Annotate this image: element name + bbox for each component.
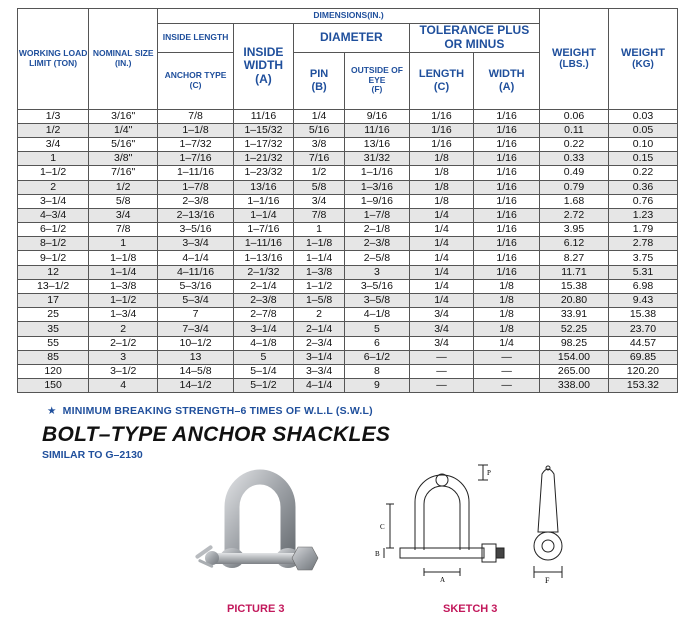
cell-tol-width: 1/8 [474,294,540,308]
cell-wll: 85 [18,350,89,364]
cell-wll: 6–1/2 [18,223,89,237]
cell-weight-kg: 0.22 [608,166,677,180]
sketch-caption: SKETCH 3 [443,603,498,615]
section-title: BOLT–TYPE ANCHOR SHACKLES [42,423,391,446]
table-row [18,166,678,180]
breaking-strength-note [47,405,373,417]
cell-weight-lbs: 2.72 [539,208,608,222]
shackle-nut [292,547,318,570]
table-row [18,109,678,123]
cell-nominal-size: 7/8 [89,223,158,237]
cell-inside-length: 7/8 [158,109,234,123]
cell-tol-length: 1/4 [409,237,474,251]
cell-nominal-size: 5/8 [89,194,158,208]
cell-tol-length: 1/16 [409,137,474,151]
side-eye-outer [534,532,562,560]
cell-weight-kg: 15.38 [608,308,677,322]
cell-tol-width: 1/16 [474,237,540,251]
cell-inside-length: 5–3/4 [158,294,234,308]
cell-weight-lbs: 33.91 [539,308,608,322]
cell-weight-lbs: 265.00 [539,364,608,378]
shackle-sketch-side [512,462,592,592]
header-anchor-type-code: (C) [189,79,202,90]
table-row [18,137,678,151]
cell-wll: 8–1/2 [18,237,89,251]
cell-weight-kg: 0.36 [608,180,677,194]
cell-nominal-size: 1–3/4 [89,308,158,322]
cell-pin-diameter: 3–1/4 [293,350,344,364]
header-working-load-limit: WORKING LOAD LIMIT (TON) [18,9,89,110]
table-row [18,194,678,208]
cell-wll: 25 [18,308,89,322]
cell-weight-lbs: 98.25 [539,336,608,350]
shackle-spec-table [17,8,678,393]
cell-weight-kg: 0.05 [608,123,677,137]
table-row [18,180,678,194]
cell-weight-lbs: 3.95 [539,223,608,237]
cell-tol-width: 1/8 [474,279,540,293]
header-pin [293,52,344,109]
cell-outside-eye: 1–1/16 [345,166,410,180]
table-row [18,364,678,378]
cell-inside-length: 14–5/8 [158,364,234,378]
cell-tol-width: 1/16 [474,180,540,194]
cell-inside-length: 7 [158,308,234,322]
table-row [18,279,678,293]
table-row [18,350,678,364]
cell-tol-length: 1/4 [409,294,474,308]
cell-wll: 9–1/2 [18,251,89,265]
header-weight-kg-label: WEIGHT [620,46,665,59]
cell-nominal-size: 1/4" [89,123,158,137]
cell-nominal-size: 3/8" [89,152,158,166]
header-length-label: LENGTH [418,67,465,80]
sketch-label-c: C [380,523,385,531]
header-pin-code: (B) [311,80,327,93]
cell-inside-length: 13 [158,350,234,364]
table-row [18,237,678,251]
header-inside-length: INSIDE LENGTH [158,24,234,53]
cell-weight-kg: 3.75 [608,251,677,265]
cell-tol-length: — [409,350,474,364]
cell-weight-lbs: 6.12 [539,237,608,251]
header-anchor-type-label: ANCHOR TYPE [164,69,227,80]
cell-outside-eye: 2–5/8 [345,251,410,265]
header-outside-of-eye [345,52,410,109]
section-subtitle: SIMILAR TO G–2130 [42,449,143,461]
cell-nominal-size: 3 [89,350,158,364]
cell-weight-lbs: 11.71 [539,265,608,279]
cell-nominal-size: 1–1/2 [89,294,158,308]
cell-weight-lbs: 0.11 [539,123,608,137]
cell-weight-kg: 23.70 [608,322,677,336]
cell-nominal-size: 1–3/8 [89,279,158,293]
cell-tol-width: 1/16 [474,137,540,151]
cell-inside-width: 1–21/32 [233,152,293,166]
cell-tol-width: 1/16 [474,109,540,123]
table-row [18,322,678,336]
cell-weight-lbs: 0.79 [539,180,608,194]
cell-nominal-size: 4 [89,379,158,393]
cell-nominal-size: 3–1/2 [89,364,158,378]
cell-tol-length: 1/4 [409,223,474,237]
cell-tol-width: 1/16 [474,208,540,222]
cell-inside-width: 13/16 [233,180,293,194]
cell-inside-length: 5–3/16 [158,279,234,293]
cell-wll: 1/3 [18,109,89,123]
cell-weight-kg: 0.10 [608,137,677,151]
cell-inside-width: 11/16 [233,109,293,123]
cell-tol-width: — [474,364,540,378]
note-text: MINIMUM BREAKING STRENGTH–6 TIMES OF W.L.L (S.W.L) [62,405,373,417]
cell-inside-length: 7–3/4 [158,322,234,336]
cell-inside-length: 3–3/4 [158,237,234,251]
cell-inside-length: 2–13/16 [158,208,234,222]
cell-tol-width: 1/16 [474,265,540,279]
cell-inside-length: 3–5/16 [158,223,234,237]
table-row [18,123,678,137]
cell-outside-eye: 9 [345,379,410,393]
cell-inside-width: 2–7/8 [233,308,293,322]
cell-tol-width: 1/16 [474,251,540,265]
cell-inside-length: 2–3/8 [158,194,234,208]
cell-outside-eye: 6 [345,336,410,350]
cell-pin-diameter: 5/8 [293,180,344,194]
sketch-bow-inner [424,486,460,550]
cell-inside-width: 5–1/4 [233,364,293,378]
cell-pin-diameter: 1/4 [293,109,344,123]
cell-outside-eye: 6–1/2 [345,350,410,364]
sketch-label-p: P [487,469,491,477]
header-weight-lbs-unit: (LBS.) [559,59,589,71]
cell-pin-diameter: 1–1/8 [293,237,344,251]
star-icon: ★ [47,405,57,417]
cell-inside-length: 10–1/2 [158,336,234,350]
spec-table-body [18,109,678,393]
cell-tol-length: — [409,379,474,393]
cell-weight-kg: 0.03 [608,109,677,123]
cell-tol-width: 1/16 [474,123,540,137]
sketch-crown-mark [436,474,448,486]
header-outside-of-eye-label: OUTSIDE OF EYE [350,64,403,85]
cell-tol-width: 1/16 [474,223,540,237]
cell-inside-length: 4–11/16 [158,265,234,279]
cell-inside-width: 5 [233,350,293,364]
cell-inside-width: 1–17/32 [233,137,293,151]
table-row [18,294,678,308]
cell-pin-diameter: 2–1/4 [293,322,344,336]
header-inside-width-code: (A) [255,72,272,87]
cell-weight-lbs: 154.00 [539,350,608,364]
cell-inside-width: 1–15/32 [233,123,293,137]
table-row [18,336,678,350]
cell-inside-length: 4–1/4 [158,251,234,265]
header-length [409,52,474,109]
cell-weight-kg: 0.76 [608,194,677,208]
cell-tol-length: 3/4 [409,322,474,336]
cell-pin-diameter: 1–5/8 [293,294,344,308]
cell-nominal-size: 7/16" [89,166,158,180]
table-row [18,223,678,237]
cell-weight-lbs: 1.68 [539,194,608,208]
cell-inside-width: 1–11/16 [233,237,293,251]
cell-weight-lbs: 52.25 [539,322,608,336]
cell-weight-kg: 5.31 [608,265,677,279]
cell-tol-width: 1/16 [474,166,540,180]
cell-nominal-size: 3/16" [89,109,158,123]
cell-pin-diameter: 2–3/4 [293,336,344,350]
cell-wll: 1 [18,152,89,166]
header-weight-lbs [539,9,608,110]
cell-weight-lbs: 0.06 [539,109,608,123]
cell-weight-kg: 120.20 [608,364,677,378]
header-length-code: (C) [433,80,450,93]
cell-tol-length: 1/4 [409,208,474,222]
cell-nominal-size: 5/16" [89,137,158,151]
cell-tol-length: 1/8 [409,166,474,180]
cell-weight-lbs: 15.38 [539,279,608,293]
cell-outside-eye: 13/16 [345,137,410,151]
shackle-photo [180,462,340,597]
cell-outside-eye: 3–5/8 [345,294,410,308]
cell-tol-length: 1/16 [409,109,474,123]
cell-inside-width: 1–23/32 [233,166,293,180]
header-width-code: (A) [498,80,515,93]
cell-outside-eye: 3 [345,265,410,279]
cell-weight-kg: 6.98 [608,279,677,293]
cell-tol-length: 3/4 [409,336,474,350]
cell-tol-width: — [474,379,540,393]
cell-wll: 3–1/4 [18,194,89,208]
cell-nominal-size: 1–1/4 [89,265,158,279]
cell-weight-lbs: 338.00 [539,379,608,393]
cell-weight-lbs: 0.33 [539,152,608,166]
cell-weight-kg: 153.32 [608,379,677,393]
cell-tol-width: 1/16 [474,194,540,208]
cell-tol-length: 1/8 [409,194,474,208]
cell-wll: 35 [18,322,89,336]
cell-wll: 13–1/2 [18,279,89,293]
header-inside-width-label: INSIDE WIDTH [243,44,284,73]
cell-inside-length: 1–7/32 [158,137,234,151]
cell-pin-diameter: 4–1/4 [293,379,344,393]
sketch-label-a: A [440,576,446,584]
header-inside-width [233,24,293,110]
cell-wll: 1–1/2 [18,166,89,180]
cell-nominal-size: 1/2 [89,180,158,194]
sketch-bolt-end [496,548,504,558]
cell-tol-width: — [474,350,540,364]
cell-tol-length: 1/8 [409,152,474,166]
cell-wll: 3/4 [18,137,89,151]
cell-outside-eye: 1–7/8 [345,208,410,222]
header-anchor-type [158,52,234,109]
cell-pin-diameter: 1/2 [293,166,344,180]
cell-wll: 150 [18,379,89,393]
header-nominal-size: NOMINAL SIZE (IN.) [89,9,158,110]
cell-nominal-size: 2–1/2 [89,336,158,350]
header-weight-kg [608,9,677,110]
cell-tol-length: 1/16 [409,123,474,137]
cell-wll: 1/2 [18,123,89,137]
cell-weight-lbs: 0.49 [539,166,608,180]
cell-inside-width: 1–13/16 [233,251,293,265]
cell-pin-diameter: 3/8 [293,137,344,151]
cell-weight-kg: 9.43 [608,294,677,308]
cell-wll: 17 [18,294,89,308]
header-weight-lbs-label: WEIGHT [551,46,596,59]
cell-outside-eye: 31/32 [345,152,410,166]
header-pin-label: PIN [309,67,329,80]
header-dimensions: DIMENSIONS(IN.) [158,9,540,24]
header-weight-kg-unit: (KG) [632,59,654,71]
cell-weight-kg: 2.78 [608,237,677,251]
cell-inside-width: 1–7/16 [233,223,293,237]
table-row [18,251,678,265]
cell-tol-length: 1/4 [409,251,474,265]
cell-outside-eye: 8 [345,364,410,378]
header-diameter: DIAMETER [293,24,409,53]
cell-wll: 2 [18,180,89,194]
cell-pin-diameter: 1 [293,223,344,237]
cell-weight-kg: 0.15 [608,152,677,166]
cell-inside-width: 4–1/8 [233,336,293,350]
cell-nominal-size: 2 [89,322,158,336]
cell-pin-diameter: 7/16 [293,152,344,166]
cell-weight-lbs: 8.27 [539,251,608,265]
shackle-bow [232,477,288,554]
cell-pin-diameter: 1–1/4 [293,251,344,265]
cell-inside-length: 14–1/2 [158,379,234,393]
cell-outside-eye: 2–1/8 [345,223,410,237]
side-eye-inner [542,540,554,552]
cell-inside-width: 5–1/2 [233,379,293,393]
cell-tol-length: 1/4 [409,279,474,293]
cell-outside-eye: 11/16 [345,123,410,137]
sketch-label-b: B [375,550,380,558]
cell-inside-width: 2–1/4 [233,279,293,293]
cell-outside-eye: 3–5/16 [345,279,410,293]
header-outside-of-eye-code: (F) [371,84,383,95]
cell-wll: 120 [18,364,89,378]
cell-weight-kg: 69.85 [608,350,677,364]
cell-nominal-size: 1–1/8 [89,251,158,265]
cell-tol-length: 3/4 [409,308,474,322]
cell-weight-lbs: 0.22 [539,137,608,151]
cell-outside-eye: 9/16 [345,109,410,123]
cell-inside-length: 1–1/8 [158,123,234,137]
cell-weight-kg: 1.23 [608,208,677,222]
cell-inside-length: 1–7/16 [158,152,234,166]
cell-wll: 12 [18,265,89,279]
cell-pin-diameter: 2 [293,308,344,322]
table-row [18,265,678,279]
cell-pin-diameter: 5/16 [293,123,344,137]
cell-outside-eye: 5 [345,322,410,336]
header-tolerance: TOLERANCE PLUS OR MINUS [409,24,539,53]
cell-weight-lbs: 20.80 [539,294,608,308]
sketch-bolt [400,548,484,558]
cell-tol-width: 1/16 [474,152,540,166]
cell-tol-width: 1/8 [474,322,540,336]
cell-inside-length: 1–11/16 [158,166,234,180]
header-width [474,52,540,109]
cell-pin-diameter: 1–1/2 [293,279,344,293]
side-label-f: F [545,576,550,585]
cell-wll: 55 [18,336,89,350]
picture-caption: PICTURE 3 [227,603,285,615]
cell-pin-diameter: 3–3/4 [293,364,344,378]
cell-pin-diameter: 1–3/8 [293,265,344,279]
table-row [18,152,678,166]
cell-outside-eye: 1–9/16 [345,194,410,208]
cell-inside-width: 2–3/8 [233,294,293,308]
cell-tol-length: — [409,364,474,378]
cell-tol-width: 1/8 [474,308,540,322]
side-bow-profile [538,469,558,532]
cell-outside-eye: 4–1/8 [345,308,410,322]
table-row [18,308,678,322]
cell-outside-eye: 2–3/8 [345,237,410,251]
cell-nominal-size: 1 [89,237,158,251]
cell-weight-kg: 44.57 [608,336,677,350]
cell-nominal-size: 3/4 [89,208,158,222]
header-width-label: WIDTH [488,67,525,80]
table-row [18,379,678,393]
cell-inside-width: 2–1/32 [233,265,293,279]
cell-inside-width: 1–1/16 [233,194,293,208]
cell-tol-width: 1/4 [474,336,540,350]
cell-tol-length: 1/8 [409,180,474,194]
cell-wll: 4–3/4 [18,208,89,222]
cell-weight-kg: 1.79 [608,223,677,237]
cell-inside-length: 1–7/8 [158,180,234,194]
cell-pin-diameter: 7/8 [293,208,344,222]
cell-tol-length: 1/4 [409,265,474,279]
cell-outside-eye: 1–3/16 [345,180,410,194]
cell-pin-diameter: 3/4 [293,194,344,208]
cell-inside-width: 1–1/4 [233,208,293,222]
cell-inside-width: 3–1/4 [233,322,293,336]
table-row [18,208,678,222]
